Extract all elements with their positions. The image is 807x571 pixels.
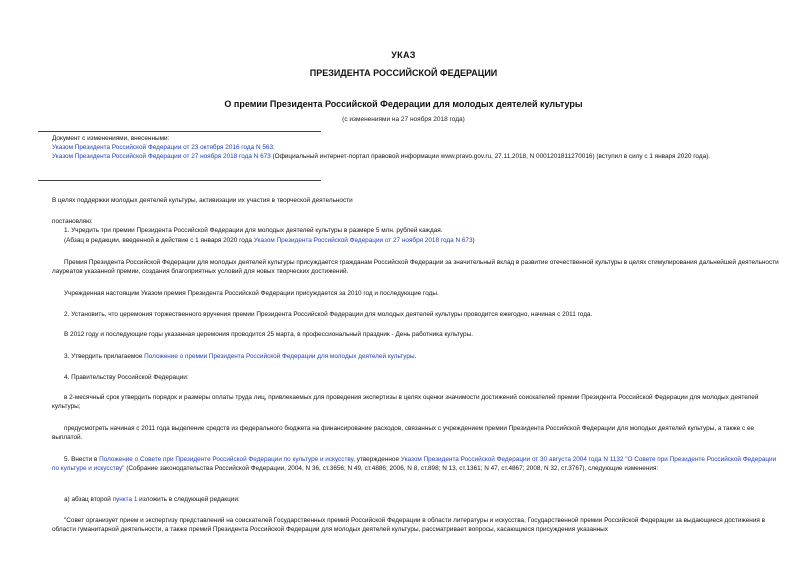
polozhenie-link[interactable]: Положение о премии Президента Российской Федерации для молодых деятелей культуры: [144, 353, 415, 360]
amendment-2018-tail: (Официальный интернет-портал правовой информации www.pravo.gov.ru, 27.11.2018, N 0001201811270016) (вступил в силу с 1 января 2020 года).: [270, 153, 711, 160]
paragraph-premia: Премия Президента Российской Федерации для молодых деятелей культуры присуждается гражданам Российской Федерации за значительный вклад в развитие отечественной культуры в целях стимулирования дальнейшей деятельности лауреатов указанной премии, создания благоприятных условий для новых творческих достижений.: [52, 259, 779, 275]
note-link-2018[interactable]: Указом Президента Российской Федерации от 27 ноября 2018 года N 673: [253, 237, 473, 244]
paragraph-5: 5. Внести в Положение о Совете при Президенте Российской Федерации по культуре и искусству, утвержденное Указом Президента Российской Федерации от 30 августа 2004 года N 1132 "О Совете при Президенте Российской Федерации по культуре и искусству" (Собрание законодательства Российской Федерации, 2004, N 36, ст.3656; N 49, ст.4886; 2006, N 8, ст.898; N 13, ст.1361; N 47, ст.4867; 2008, N 32, ст.3767), следующие изменения:: [52, 456, 777, 472]
doc-type: УКАЗ: [391, 50, 416, 60]
divider-top: [38, 131, 321, 132]
preamble: В целях поддержки молодых деятелей культуры, активизации их участия в творческой деятельности: [52, 197, 353, 204]
amendments-intro: Документ с изменениями, внесенными:: [52, 135, 170, 142]
paragraph-3: 3. Утвердить прилагаемое Положение о премии Президента Российской Федерации для молодых деятелей культуры.: [64, 353, 417, 360]
paragraph-2: 2. Установить, что церемония торжественного вручения премии Президента Российской Федерации для молодых деятелей культуры проводится ежегодно, начиная с 2011 года.: [64, 311, 593, 318]
paragraph-4a: в 2-месячный срок утвердить порядок и размеры оплаты труда лиц, привлекаемых для проведения экспертизы в целях оценки значимости достижений соискателей премии Президента Российской Федерации для молодых деятелей культуры;: [52, 394, 759, 410]
ukaz-1132-link[interactable]: Указом Президента Российской Федерации от 30 августа 2004 года N 1132 "О Совете при Президенте Российской Федерации по культуре и искусству": [52, 456, 777, 472]
paragraph-5a: а) абзац второй пункта 1 изложить в следующей редакции:: [64, 496, 240, 503]
postanovlyayu: постановляю:: [52, 218, 93, 225]
paragraph-2010: Учрежденная настоящим Указом премия Президента Российской Федерации присуждается за 2010 год и последующие годы.: [64, 290, 439, 297]
amendments-note: [52, 134, 779, 161]
paragraph-1-note: (Абзац в редакции, введенной в действие с 1 января 2020 года Указом Президента Российской Федерации от 27 ноября 2018 года N 673): [64, 237, 475, 244]
paragraph-5-quote: "Совет организует прием и экспертизу представлений на соискателей Государственных премий Российской Федерации в области литературы и искусства, Государственной премии Российской Федерации за выдающиеся достижения в области гуманитарной деятельности, а также премий Президента Российской Федерации для молодых деятелей культуры, рассматривает вопросы, касающиеся присуждения указанных: [52, 517, 766, 533]
paragraph-4b: предусмотреть начиная с 2011 года выделение средств из федерального бюджета на финансирование расходов, связанных с учреждением премии Президента Российской Федерации для молодых деятелей культуры, а также с ее выплатой.: [52, 425, 755, 441]
sovet-polozhenie-link[interactable]: Положение о Совете при Президенте Российской Федерации по культуре и искусству: [99, 456, 354, 463]
paragraph-1: 1. Учредить три премии Президента Российской Федерации для молодых деятелей культуры в размере 5 млн. рублей каждая.: [64, 227, 443, 234]
doc-revision: (с изменениями на 27 ноября 2018 года): [342, 116, 465, 123]
paragraph-2b: В 2012 году и последующие годы указанная церемония проводится 25 марта, в профессиональный праздник - День работника культуры.: [64, 331, 473, 338]
doc-issuer: ПРЕЗИДЕНТА РОССИЙСКОЙ ФЕДЕРАЦИИ: [309, 68, 498, 78]
amendment-link-2016[interactable]: Указом Президента Российской Федерации от 23 октября 2016 года N 563;: [52, 144, 275, 151]
doc-title: О премии Президента Российской Федерации для молодых деятелей культуры: [224, 99, 583, 109]
amendment-link-2018[interactable]: Указом Президента Российской Федерации от 27 ноября 2018 года N 673: [52, 153, 271, 160]
divider-bottom: [38, 180, 321, 181]
punkt-1-link[interactable]: пункта 1: [112, 496, 138, 503]
paragraph-4: 4. Правительству Российской Федерации:: [64, 374, 189, 381]
